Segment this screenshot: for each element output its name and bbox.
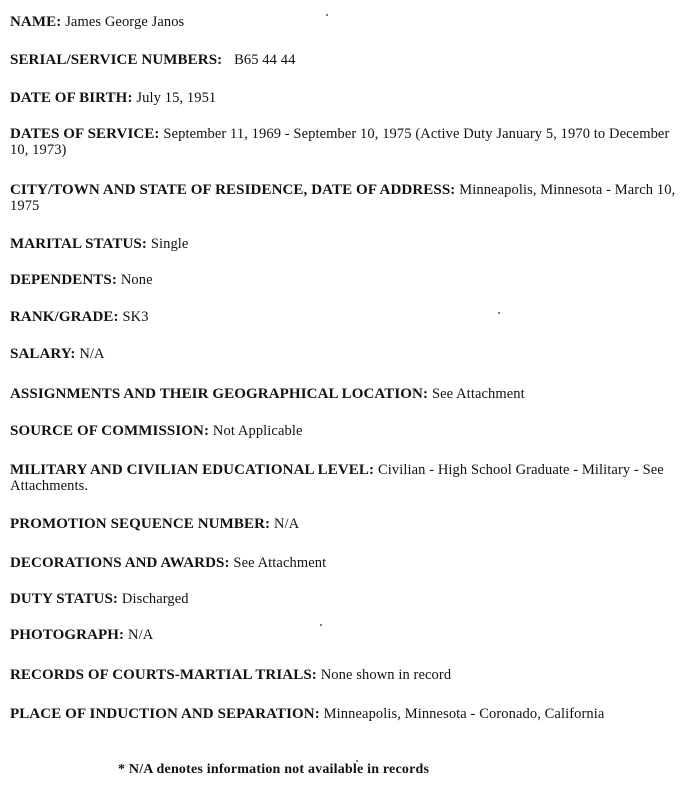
field-label: SERIAL/SERVICE NUMBERS: [10, 52, 223, 68]
field-photograph [10, 627, 686, 643]
field-label: RANK/GRADE: [10, 309, 119, 325]
field-label: SOURCE OF COMMISSION: [10, 423, 210, 439]
field-residence [10, 182, 686, 214]
field-label: PLACE OF INDUCTION AND SEPARATION: [10, 706, 320, 722]
field-salary [10, 346, 686, 362]
scan-speck [356, 760, 358, 762]
field-promotion-sequence-number [10, 516, 686, 532]
field-label: ASSIGNMENTS AND THEIR GEOGRAPHICAL LOCATION: [10, 386, 429, 402]
field-label: NAME: [10, 14, 62, 30]
field-dependents [10, 272, 686, 288]
field-value: N/A [273, 516, 300, 532]
field-marital-status [10, 236, 686, 252]
field-duty-status [10, 591, 686, 607]
field-label: SALARY: [10, 346, 76, 362]
field-label: DECORATIONS AND AWARDS: [10, 555, 230, 571]
field-value: N/A [128, 627, 154, 643]
field-value: Minneapolis, Minnesota - March 10, 1975 [10, 182, 676, 214]
field-decorations-and-awards [10, 555, 686, 571]
scan-speck [320, 624, 322, 626]
field-assignments [10, 386, 686, 402]
footnote: * N/A denotes information not available in records [118, 762, 430, 777]
scan-speck [326, 14, 328, 16]
field-label: MILITARY AND CIVILIAN EDUCATIONAL LEVEL: [10, 462, 375, 478]
field-value: Minneapolis, Minnesota - Coronado, California [323, 706, 605, 722]
field-value: July 15, 1951 [136, 90, 217, 106]
field-value: Not Applicable [212, 423, 303, 439]
scan-speck [498, 312, 500, 314]
field-label: PHOTOGRAPH: [10, 627, 125, 643]
field-induction-separation [10, 706, 686, 722]
field-label: CITY/TOWN AND STATE OF RESIDENCE, DATE OF ADDRESS: [10, 182, 456, 198]
field-label: DATES OF SERVICE: [10, 126, 160, 142]
field-courts-martial [10, 667, 686, 683]
field-value: Civilian - High School Graduate - Military - See Attachments. [10, 462, 664, 494]
field-dates-of-service [10, 126, 686, 158]
field-label: PROMOTION SEQUENCE NUMBER: [10, 516, 271, 532]
field-educational-level [10, 462, 686, 494]
field-label: DUTY STATUS: [10, 591, 119, 607]
field-value: SK3 [122, 309, 149, 325]
field-value: September 11, 1969 - September 10, 1975 (Active Duty January 5, 1970 to December 10, 1973) [10, 126, 670, 158]
field-serial-service-numbers [10, 52, 686, 68]
field-name [10, 14, 686, 30]
field-value: N/A [79, 346, 105, 362]
field-value: See Attachment [233, 555, 327, 571]
field-rank-grade [10, 309, 686, 325]
field-date-of-birth [10, 90, 686, 106]
field-value: Discharged [121, 591, 189, 607]
field-label: DATE OF BIRTH: [10, 90, 133, 106]
field-value: Single [150, 236, 189, 252]
field-value: B65 44 44 [234, 52, 296, 68]
field-label: MARITAL STATUS: [10, 236, 147, 252]
field-value: James George Janos [65, 14, 185, 30]
field-value: None shown in record [320, 667, 452, 683]
field-value: See Attachment [431, 386, 525, 402]
field-label: RECORDS OF COURTS-MARTIAL TRIALS: [10, 667, 317, 683]
field-label: DEPENDENTS: [10, 272, 117, 288]
field-value: None [120, 272, 153, 288]
field-source-of-commission [10, 423, 686, 439]
